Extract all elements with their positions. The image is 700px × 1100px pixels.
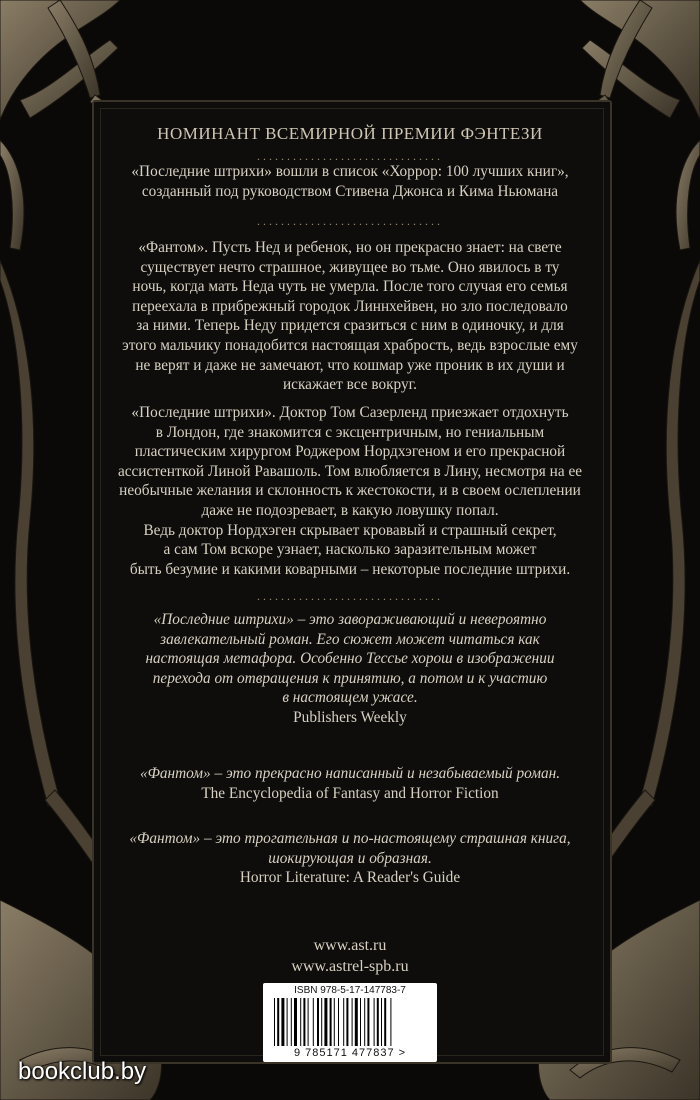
award-nominee-header: НОМИНАНТ ВСЕМИРНОЙ ПРЕМИИ ФЭНТЕЗИ [157,124,543,143]
intro-line: созданный под руководством Стивена Джонса и Кима Ньюмана [141,182,559,200]
synopsis-line: «Фантом». Пусть Нед и ребенок, но он прекрасно знает: на свете [138,239,562,256]
review-line: в настоящем ужасе. [282,689,418,707]
review-source: Publishers Weekly [293,708,407,726]
barcode-bars [274,998,426,1046]
barcode-bar [303,998,305,1046]
barcode-bar [352,998,353,1046]
isbn-label: ISBN 978-5-17-147783-7 [294,985,406,996]
review-line: завлекательный роман. Его сюжет может читаться как [160,630,540,648]
intro-line: «Последние штрихи» вошли в список «Хоррор: 100 лучших книг», [131,163,569,180]
synopsis-line: за ними. Теперь Неду придется сразиться с ним в одиночку, и для [136,317,564,335]
review-line: шокирующая и образная. [268,849,432,867]
synopsis-line: переехала в прибрежный городок Линнхейвен, но зло последовало [132,297,568,315]
intro-block [0,162,700,201]
website-ast[interactable]: www.ast.ru [313,937,387,954]
barcode-bar [334,998,335,1046]
barcode-bar [324,998,327,1046]
barcode-bar [313,998,314,1046]
review-readers-guide [0,829,700,888]
isbn-barcode [263,983,437,1062]
barcode-bar [338,998,339,1046]
barcode-bar [374,998,375,1046]
barcode-bar [321,998,322,1046]
barcode-bar [300,998,301,1046]
strokes-synopsis [0,403,700,579]
review-line: перехода от отвращения к принятию, а потом и к участию [152,669,548,687]
divider-3: ............................... [257,589,443,603]
barcode-bar [377,998,379,1046]
review-source: The Encyclopedia of Fantasy and Horror Fiction [201,784,499,802]
barcode-bar [294,998,297,1046]
barcode-bar [274,998,275,1046]
synopsis-line: а сам Том вскоре узнает, насколько заразительным может [163,541,537,559]
barcode-bar [291,998,292,1046]
synopsis-line: быть безумие и какими коварными – некоторые последние штрихи. [129,560,571,578]
synopsis-line: пластическим хирургом Роджером Нордхэгеном и его прекрасной [134,443,566,461]
review-line: «Фантом» – это трогательная и по-настоящему страшная книга, [129,830,571,847]
barcode-bar [308,998,309,1046]
synopsis-line: «Последние штрихи». Доктор Том Сазерленд приезжает отдохнуть [131,404,569,421]
review-line: «Последние штрихи» – это завораживающий и невероятно [153,611,547,628]
phantom-synopsis [0,238,700,395]
synopsis-line: существует нечто страшное, живущее во тьме. Оно явилось в ту [140,258,560,276]
divider-2: ............................... [257,214,443,228]
barcode-bar [390,998,391,1046]
review-encyclopedia [0,764,700,803]
barcode-bar [330,998,332,1046]
barcode-bar [360,998,361,1046]
barcode-bar [381,998,382,1046]
synopsis-line: не верят и даже не замечают, что кошмар уже проник в их души и [135,356,565,374]
barcode-bar [384,998,386,1046]
synopsis-line: Ведь доктор Нордхэген скрывает кровавый и страшный секрет, [143,521,557,539]
divider-1: ............................... [257,149,443,163]
website-astrel[interactable]: www.astrel-spb.ru [291,958,409,975]
synopsis-line: искажает все вокруг. [282,376,417,394]
review-source: Horror Literature: A Reader's Guide [239,869,461,887]
review-publishers-weekly [0,610,700,728]
synopsis-line: этого мальчику понадобится настоящая храбрость, ведь взрослые ему [122,336,578,354]
watermark: bookclub.by [18,1058,147,1085]
barcode-bar [355,998,358,1046]
barcode-number: 9 785171 477837 > [293,1047,407,1059]
review-line: «Фантом» – это прекрасно написанный и незабываемый роман. [139,765,561,782]
barcode-bar [317,998,319,1046]
synopsis-line: необычные желания и склонность к жестокости, и в своем ослеплении [119,482,581,500]
barcode-bar [287,998,288,1046]
barcode-bar [281,998,284,1046]
synopsis-line: ассистенткой Линой Равашоль. Том влюбляется в Лину, несмотря на ее [117,462,583,480]
synopsis-line: ночь, когда мать Неда чуть не умерла. После того случая его семья [132,278,568,296]
barcode-bar [367,998,369,1046]
publisher-websites [0,935,700,977]
barcode-bar [277,998,279,1046]
barcode-bar [343,998,344,1046]
barcode-bar [364,998,365,1046]
review-line: настоящая метафора. Особенно Тессье хорош в изображении [145,650,555,668]
barcode-bar [346,998,348,1046]
synopsis-line: в Лондон, где знакомится с эксцентричным, но гениальным [155,423,545,441]
synopsis-line: даже не подозревает, в какую ловушку попал. [201,501,499,519]
